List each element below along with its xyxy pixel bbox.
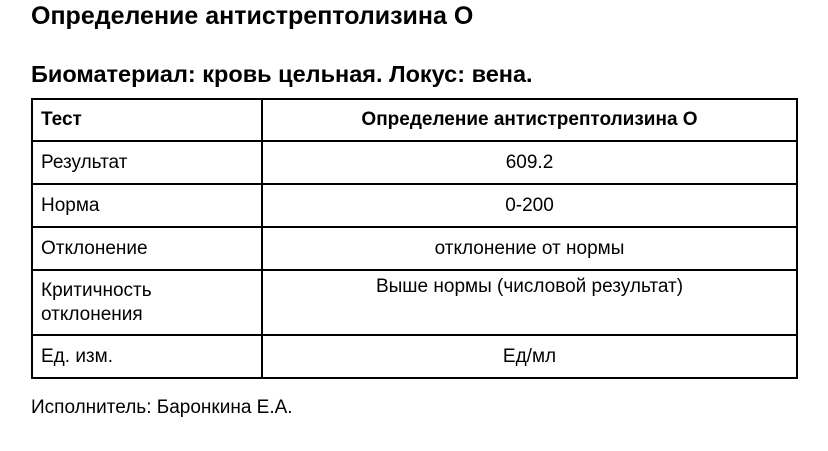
row-value: 609.2 — [262, 141, 797, 184]
row-value: 0-200 — [262, 184, 797, 227]
table-row-result — [32, 141, 797, 184]
executor-note: Исполнитель: Баронкина Е.А. — [31, 397, 293, 418]
row-label: Результат — [32, 141, 262, 184]
table-row-deviation — [32, 227, 797, 270]
row-value: Ед/мл — [262, 335, 797, 378]
row-label: Критичность отклонения — [32, 270, 262, 335]
row-label: Норма — [32, 184, 262, 227]
table-row-norm — [32, 184, 797, 227]
biomaterial-subtitle: Биоматериал: кровь цельная. Локус: вена. — [31, 61, 533, 87]
table-row-units — [32, 335, 797, 378]
header-test-name: Определение антистрептолизина О — [262, 99, 797, 141]
row-value: отклонение от нормы — [262, 227, 797, 270]
row-label: Ед. изм. — [32, 335, 262, 378]
row-label: Отклонение — [32, 227, 262, 270]
page-title: Определение антистрептолизина О — [31, 2, 474, 30]
header-test-label: Тест — [32, 99, 262, 141]
results-table — [31, 98, 798, 379]
table-header-row — [32, 99, 797, 141]
table-row-criticality — [32, 270, 797, 335]
row-value: Выше нормы (числовой результат) — [262, 270, 797, 335]
